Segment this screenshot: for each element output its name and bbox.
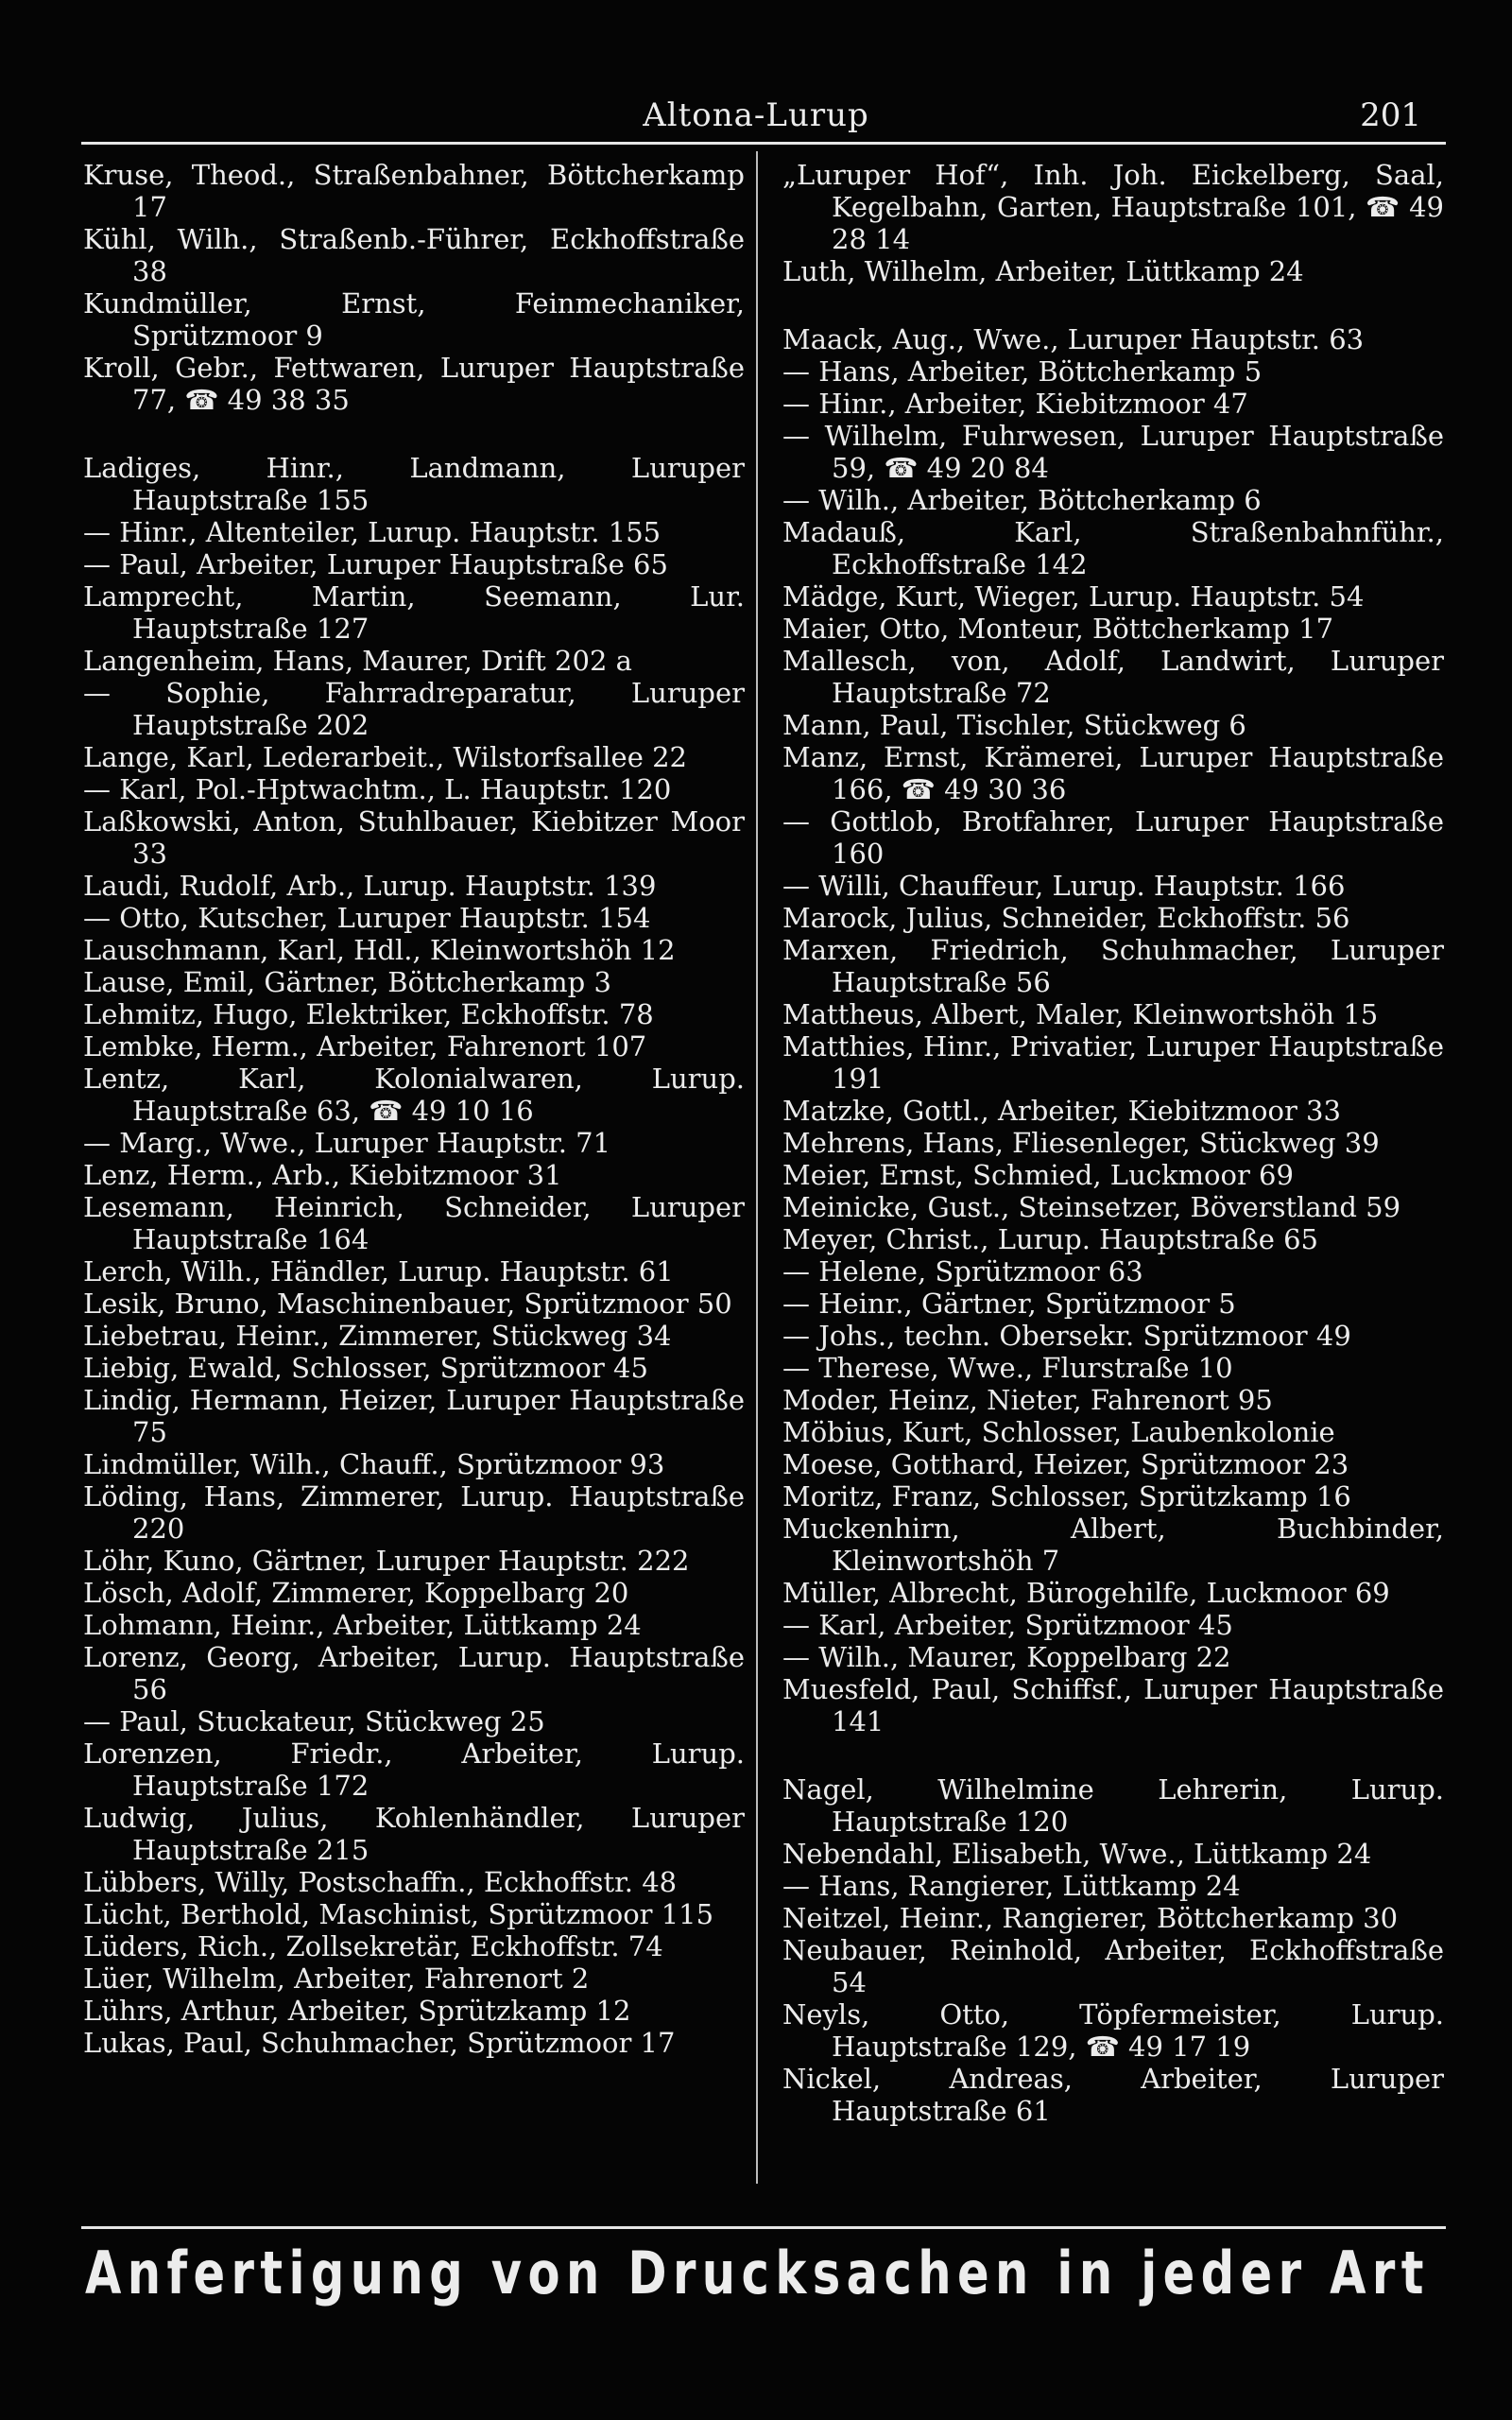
directory-entry: Lüer, Wilhelm, Arbeiter, Fahrenort 2 [83, 1962, 590, 1995]
page-header-title: Altona-Lurup [643, 96, 869, 134]
directory-entry: Nebendahl, Elisabeth, Wwe., Lüttkamp 24 [782, 1838, 1372, 1870]
directory-entry: Muckenhirn, Albert, Buchbinder, Kleinwortshöh 7 [782, 1512, 1444, 1577]
directory-entry: Laudi, Rudolf, Arb., Lurup. Hauptstr. 139 [83, 870, 657, 902]
directory-entry: — Wilh., Arbeiter, Böttcherkamp 6 [782, 484, 1262, 516]
directory-entry: Marock, Julius, Schneider, Eckhoffstr. 56 [782, 902, 1350, 934]
directory-entry: Mehrens, Hans, Fliesenleger, Stückweg 39 [782, 1127, 1380, 1159]
directory-entry: Müller, Albrecht, Bürogehilfe, Luckmoor 69 [782, 1577, 1390, 1609]
directory-entry: Nickel, Andreas, Arbeiter, Luruper Hauptstraße 61 [782, 2063, 1444, 2127]
left-column [83, 159, 745, 2059]
directory-entry: Lerch, Wilh., Händler, Lurup. Hauptstr. 61 [83, 1255, 674, 1288]
footer-advertisement: Anfertigung von Drucksachen in jeder Art [85, 2238, 1430, 2308]
directory-entry: Moese, Gotthard, Heizer, Sprützmoor 23 [782, 1448, 1349, 1480]
directory-entry: — Willi, Chauffeur, Lurup. Hauptstr. 166 [782, 870, 1346, 902]
directory-entry: Lause, Emil, Gärtner, Böttcherkamp 3 [83, 966, 611, 998]
directory-entry: „Luruper Hof“, Inh. Joh. Eickelberg, Saal, Kegelbahn, Garten, Hauptstraße 101, ☎ 49 28 14 [782, 159, 1444, 255]
directory-entry: Mattheus, Albert, Maler, Kleinwortshöh 15 [782, 998, 1379, 1030]
directory-entry: Nagel, Wilhelmine Lehrerin, Lurup. Hauptstraße 120 [782, 1773, 1444, 1838]
directory-entry: Löding, Hans, Zimmerer, Lurup. Hauptstraße 220 [83, 1480, 745, 1545]
directory-entry: — Hinr., Arbeiter, Kiebitzmoor 47 [782, 388, 1248, 420]
directory-entry: Meinicke, Gust., Steinsetzer, Böverstland 59 [782, 1191, 1401, 1223]
page-number: 201 [1360, 96, 1421, 134]
directory-entry: — Karl, Arbeiter, Sprützmoor 45 [782, 1609, 1233, 1641]
directory-entry: Lohmann, Heinr., Arbeiter, Lüttkamp 24 [83, 1609, 642, 1641]
directory-entry: — Sophie, Fahrradreparatur, Luruper Hauptstraße 202 [83, 677, 745, 741]
directory-entry: Muesfeld, Paul, Schiffsf., Luruper Hauptstraße 141 [782, 1673, 1444, 1737]
directory-entry: — Wilh., Maurer, Koppelbarg 22 [782, 1641, 1231, 1673]
directory-entry: Lorenz, Georg, Arbeiter, Lurup. Hauptstraße 56 [83, 1641, 745, 1705]
directory-entry: Neitzel, Heinr., Rangierer, Böttcherkamp 30 [782, 1902, 1399, 1934]
directory-entry: Neubauer, Reinhold, Arbeiter, Eckhoffstraße 54 [782, 1934, 1444, 1998]
directory-entry: Lamprecht, Martin, Seemann, Lur. Hauptstraße 127 [83, 580, 745, 645]
directory-entry: — Otto, Kutscher, Luruper Hauptstr. 154 [83, 902, 651, 934]
directory-entry: Kühl, Wilh., Straßenb.-Führer, Eckhoffstraße 38 [83, 223, 745, 287]
directory-entry: Liebetrau, Heinr., Zimmerer, Stückweg 34 [83, 1320, 672, 1352]
directory-entry: Matthies, Hinr., Privatier, Luruper Hauptstraße 191 [782, 1030, 1444, 1095]
directory-entry: Kundmüller, Ernst, Feinmechaniker, Sprützmoor 9 [83, 287, 745, 352]
directory-entry: Moritz, Franz, Schlosser, Sprützkamp 16 [782, 1480, 1351, 1512]
directory-entry: Madauß, Karl, Straßenbahnführ., Eckhoffstraße 142 [782, 516, 1444, 580]
directory-entry: Meier, Ernst, Schmied, Luckmoor 69 [782, 1159, 1294, 1191]
directory-entry: Kroll, Gebr., Fettwaren, Luruper Hauptstraße 77, ☎ 49 38 35 [83, 352, 745, 416]
right-column [782, 159, 1444, 2127]
directory-entry: Lorenzen, Friedr., Arbeiter, Lurup. Hauptstraße 172 [83, 1737, 745, 1802]
footer-rule [81, 2226, 1446, 2229]
directory-entry: Lindmüller, Wilh., Chauff., Sprützmoor 93 [83, 1448, 665, 1480]
directory-entry: Ludwig, Julius, Kohlenhändler, Luruper Hauptstraße 215 [83, 1802, 745, 1866]
directory-entry: Meyer, Christ., Lurup. Hauptstraße 65 [782, 1223, 1319, 1255]
directory-entry: — Heinr., Gärtner, Sprützmoor 5 [782, 1288, 1236, 1320]
directory-entry: Luth, Wilhelm, Arbeiter, Lüttkamp 24 [782, 255, 1304, 287]
directory-entry: Lösch, Adolf, Zimmerer, Koppelbarg 20 [83, 1577, 629, 1609]
directory-entry: Mallesch, von, Adolf, Landwirt, Luruper Hauptstraße 72 [782, 645, 1444, 709]
directory-entry: Lange, Karl, Lederarbeit., Wilstorfsallee 22 [83, 741, 687, 773]
directory-entry: Laßkowski, Anton, Stuhlbauer, Kiebitzer Moor 33 [83, 805, 745, 870]
directory-entry: Mann, Paul, Tischler, Stückweg 6 [782, 709, 1246, 741]
directory-entry: Maier, Otto, Monteur, Böttcherkamp 17 [782, 613, 1334, 645]
directory-entry: — Paul, Arbeiter, Luruper Hauptstraße 65 [83, 548, 668, 580]
directory-entry: Maack, Aug., Wwe., Luruper Hauptstr. 63 [782, 323, 1365, 355]
directory-entry: Lenz, Herm., Arb., Kiebitzmoor 31 [83, 1159, 562, 1191]
directory-entry: Lauschmann, Karl, Hdl., Kleinwortshöh 12 [83, 934, 676, 966]
directory-entry: Kruse, Theod., Straßenbahner, Böttcherkamp 17 [83, 159, 745, 223]
directory-entry: — Hans, Rangierer, Lüttkamp 24 [782, 1870, 1241, 1902]
directory-entry: Lücht, Berthold, Maschinist, Sprützmoor 115 [83, 1898, 714, 1930]
directory-entry: Lübbers, Willy, Postschaffn., Eckhoffstr. 48 [83, 1866, 678, 1898]
directory-entry: — Gottlob, Brotfahrer, Luruper Hauptstraße 160 [782, 805, 1444, 870]
header-rule [81, 142, 1446, 145]
directory-entry: Lesik, Bruno, Maschinenbauer, Sprützmoor 50 [83, 1288, 732, 1320]
directory-entry: — Hinr., Altenteiler, Lurup. Hauptstr. 155 [83, 516, 662, 548]
directory-entry: Mädge, Kurt, Wieger, Lurup. Hauptstr. 54 [782, 580, 1365, 613]
directory-entry: Matzke, Gottl., Arbeiter, Kiebitzmoor 33 [782, 1095, 1341, 1127]
directory-entry: — Helene, Sprützmoor 63 [782, 1255, 1143, 1288]
directory-entry: Lembke, Herm., Arbeiter, Fahrenort 107 [83, 1030, 647, 1063]
directory-entry: — Therese, Wwe., Flurstraße 10 [782, 1352, 1233, 1384]
directory-entry: Liebig, Ewald, Schlosser, Sprützmoor 45 [83, 1352, 648, 1384]
column-divider [756, 151, 758, 2184]
directory-entry: Marxen, Friedrich, Schuhmacher, Luruper Hauptstraße 56 [782, 934, 1444, 998]
directory-entry: Langenheim, Hans, Maurer, Drift 202 a [83, 645, 632, 677]
directory-entry: Ladiges, Hinr., Landmann, Luruper Hauptstraße 155 [83, 452, 745, 516]
directory-entry: Löhr, Kuno, Gärtner, Luruper Hauptstr. 222 [83, 1545, 690, 1577]
directory-entry: Lührs, Arthur, Arbeiter, Sprützkamp 12 [83, 1995, 631, 2027]
directory-entry: Lehmitz, Hugo, Elektriker, Eckhoffstr. 78 [83, 998, 654, 1030]
directory-entry: Neyls, Otto, Töpfermeister, Lurup. Hauptstraße 129, ☎ 49 17 19 [782, 1998, 1444, 2063]
directory-entry: — Marg., Wwe., Luruper Hauptstr. 71 [83, 1127, 611, 1159]
directory-entry: Lentz, Karl, Kolonialwaren, Lurup. Hauptstraße 63, ☎ 49 10 16 [83, 1063, 745, 1127]
directory-entry: Lesemann, Heinrich, Schneider, Luruper Hauptstraße 164 [83, 1191, 745, 1255]
directory-entry: — Paul, Stuckateur, Stückweg 25 [83, 1705, 545, 1737]
directory-entry: Möbius, Kurt, Schlosser, Laubenkolonie [782, 1416, 1335, 1448]
directory-entry: — Hans, Arbeiter, Böttcherkamp 5 [782, 355, 1263, 388]
directory-entry: Manz, Ernst, Krämerei, Luruper Hauptstraße 166, ☎ 49 30 36 [782, 741, 1444, 805]
directory-entry: Moder, Heinz, Nieter, Fahrenort 95 [782, 1384, 1273, 1416]
directory-entry: Lukas, Paul, Schuhmacher, Sprützmoor 17 [83, 2027, 676, 2059]
directory-entry: Lindig, Hermann, Heizer, Luruper Hauptstraße 75 [83, 1384, 745, 1448]
directory-entry: — Karl, Pol.-Hptwachtm., L. Hauptstr. 120 [83, 773, 672, 805]
directory-entry: Lüders, Rich., Zollsekretär, Eckhoffstr. 74 [83, 1930, 663, 1962]
directory-entry: — Wilhelm, Fuhrwesen, Luruper Hauptstraße 59, ☎ 49 20 84 [782, 420, 1444, 484]
directory-entry: — Johs., techn. Obersekr. Sprützmoor 49 [782, 1320, 1351, 1352]
